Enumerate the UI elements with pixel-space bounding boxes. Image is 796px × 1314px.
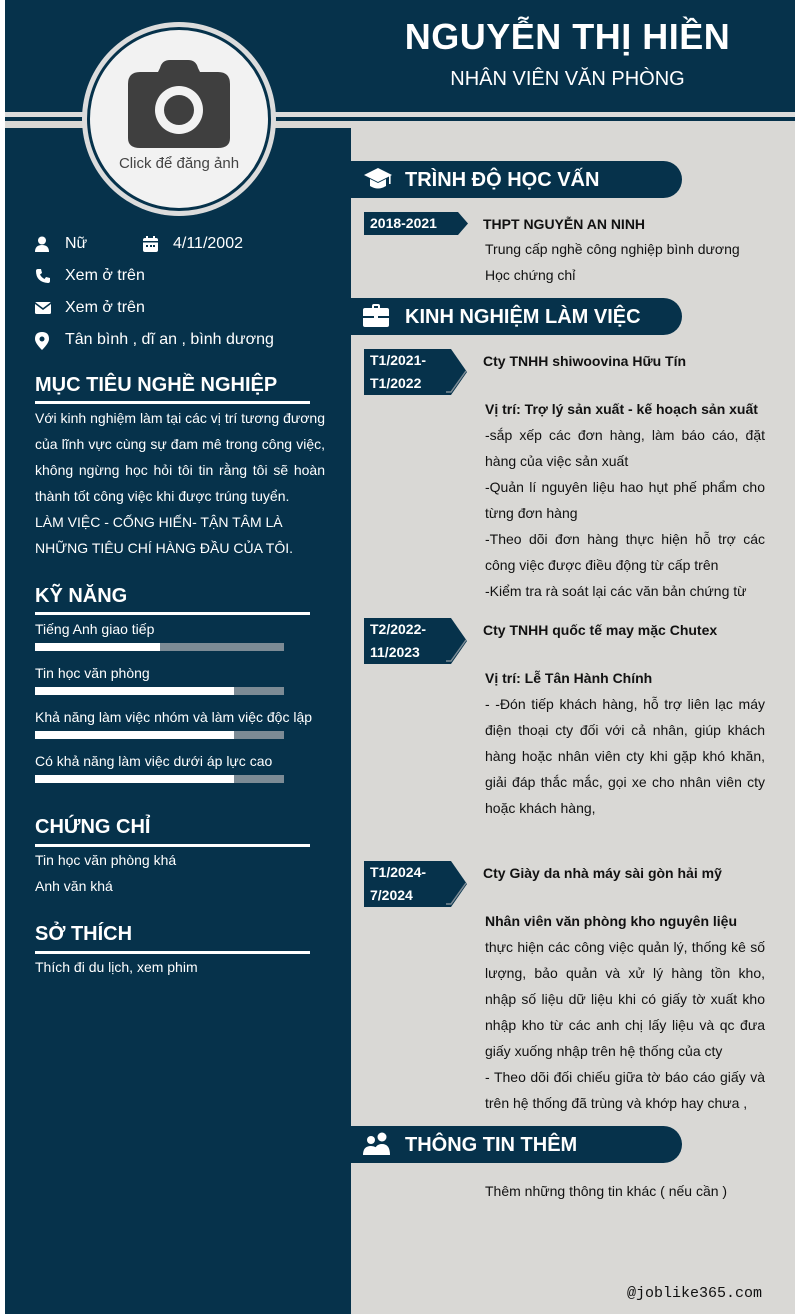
experience-heading-bar [351,298,682,335]
objective-text [35,405,325,561]
skill-bar-fill [35,731,234,739]
job-duty: -Kiểm tra rà soát lại các văn bản chứng từ [485,583,747,599]
job-company: Cty Giày da nhà máy sài gòn hải mỹ [483,865,722,881]
skill-bar [35,687,284,695]
job-duty: -Theo dõi đơn hàng thực hiện hỗ trợ các công việc được điều động từ cấp trên [485,531,765,573]
skill-label: Có khả năng làm việc dưới áp lực cao [35,753,273,769]
job-period-end: T1/2022 [370,375,422,391]
phone-icon [35,268,51,284]
map-pin-icon [35,332,49,350]
skill-bar [35,731,284,739]
address-row [35,329,335,351]
envelope-icon [35,301,51,315]
skill-label: Tiếng Anh giao tiếp [35,621,155,637]
job-duty: - -Đón tiếp khách hàng, hỗ trợ liên lạc máy điện thoại cty đối với cả nhân, giúp khách hàng hoặc nhân viên cty khi gặp khó khăn, giải đáp thắc mắc, gọi xe cho nhân viên cty hoặc khách hàng, [485,696,765,816]
extra-heading-bar [351,1126,682,1163]
hobbies-text: Thích đi du lịch, xem phim [35,959,198,975]
birthdate-value: 4/11/2002 [173,235,243,252]
job-period-start: T1/2021- [370,352,427,368]
job-duty: -sắp xếp các đơn hàng, làm báo cáo, đặt hàng của việc sản xuất [485,427,765,469]
camera-icon [126,58,232,150]
calendar-icon [143,236,158,252]
job-duty: thực hiện các công việc quản lý, thống kê số lượng, bảo quản và xử lý hàng tồn kho, nhập số liệu dữ liệu khi có giấy tờ xuất kho nhập kho từ các anh chị lấy liệu và qc đưa giấy xuống nhập trên hệ thống của cty [485,939,765,1059]
job-position: Nhân viên văn phòng kho nguyên liệu [485,913,738,929]
job-position: Vị trí: Trợ lý sản xuất - kế hoạch sản xuất [485,401,758,417]
gender-row [35,233,135,255]
email-row [35,297,315,319]
candidate-name: NGUYỄN THỊ HIỀN [404,16,731,57]
objective-underline [35,401,310,404]
certificates-underline [35,844,310,847]
education-line: Trung cấp nghề công nghiệp bình dương [485,241,740,257]
job-company: Cty TNHH shiwoovina Hữu Tín [483,353,687,369]
job-duties [485,422,765,604]
job-position: Vị trí: Lễ Tân Hành Chính [485,670,653,686]
skill-bar [35,643,284,651]
education-period: 2018-2021 [364,212,454,235]
objective-line: Với kinh nghiệm làm tại các vị trí tương đương của lĩnh vực cùng sự đam mê trong công việc, không ngừng học hỏi tôi tin rằng tôi sẽ hoàn thành tốt công việc khi được trúng tuyển. [35,410,325,504]
skill-bar [35,775,284,783]
extra-text: Thêm những thông tin khác ( nếu cần ) [485,1183,728,1199]
skills-underline [35,612,310,615]
job-period [364,861,446,907]
users-icon [363,1132,391,1156]
job-duties [485,691,765,821]
address-value: Tân bình , dĩ an , bình dương [65,331,274,348]
gender-value: Nữ [65,235,88,252]
footer-watermark: @joblike365.com [626,1285,762,1302]
photo-caption: Click để đăng ảnh [118,155,240,172]
extra-heading: THÔNG TIN THÊM [405,1134,578,1156]
resume-page [5,0,795,1314]
education-heading-bar [351,161,682,198]
skill-bar-fill [35,687,234,695]
graduation-cap-icon [363,167,393,193]
education-line: Học chứng chỉ [485,267,576,283]
birthdate-row [143,233,293,255]
job-duty: -Quản lí nguyên liệu hao hụt phế phẩm cho từng đơn hàng [485,479,765,521]
job-period [364,618,446,664]
job-period-start: T1/2024- [370,864,427,880]
skills-heading: KỸ NĂNG [35,585,128,607]
phone-row [35,265,315,287]
job-duties [485,934,765,1116]
hobbies-heading: SỞ THÍCH [35,923,133,945]
objective-heading: MỤC TIÊU NGHỀ NGHIỆP [35,374,278,396]
job-period-start: T2/2022- [370,621,427,637]
job-period [364,349,446,395]
job-duty: - Theo dõi đối chiếu giữa tờ báo cáo giấy và trên hệ thống đã trùng và khớp hay chưa , [485,1069,765,1111]
job-period-end: 11/2023 [370,644,420,660]
certificates-heading: CHỨNG CHỈ [35,816,151,838]
user-icon [35,236,49,252]
hobbies-underline [35,951,310,954]
skill-label: Tin học văn phòng [35,665,150,681]
phone-value: Xem ở trên [65,267,145,284]
certificate-item: Tin học văn phòng khá [35,852,177,868]
education-heading: TRÌNH ĐỘ HỌC VẤN [405,169,600,191]
skill-bar-fill [35,643,160,651]
skill-label: Khả năng làm việc nhóm và làm việc độc lập [35,709,313,725]
experience-heading: KINH NGHIỆM LÀM VIỆC [405,306,641,328]
certificate-item: Anh văn khá [35,878,113,894]
tag-arrow [446,349,467,395]
tag-arrow [446,861,467,907]
briefcase-icon [363,304,389,328]
tag-arrow [454,212,468,235]
candidate-title: NHÂN VIÊN VĂN PHÒNG [450,68,685,90]
email-value: Xem ở trên [65,299,145,316]
tag-arrow [446,618,467,664]
skill-bar-fill [35,775,234,783]
education-school: THPT NGUYỄN AN NINH [483,216,646,232]
job-period-end: 7/2024 [370,887,413,903]
objective-line: LÀM VIỆC - CỐNG HIẾN- TẬN TÂM LÀ NHỮNG TIÊU CHÍ HÀNG ĐẦU CỦA TÔI. [35,514,294,556]
job-company: Cty TNHH quốc tế may mặc Chutex [483,622,718,638]
